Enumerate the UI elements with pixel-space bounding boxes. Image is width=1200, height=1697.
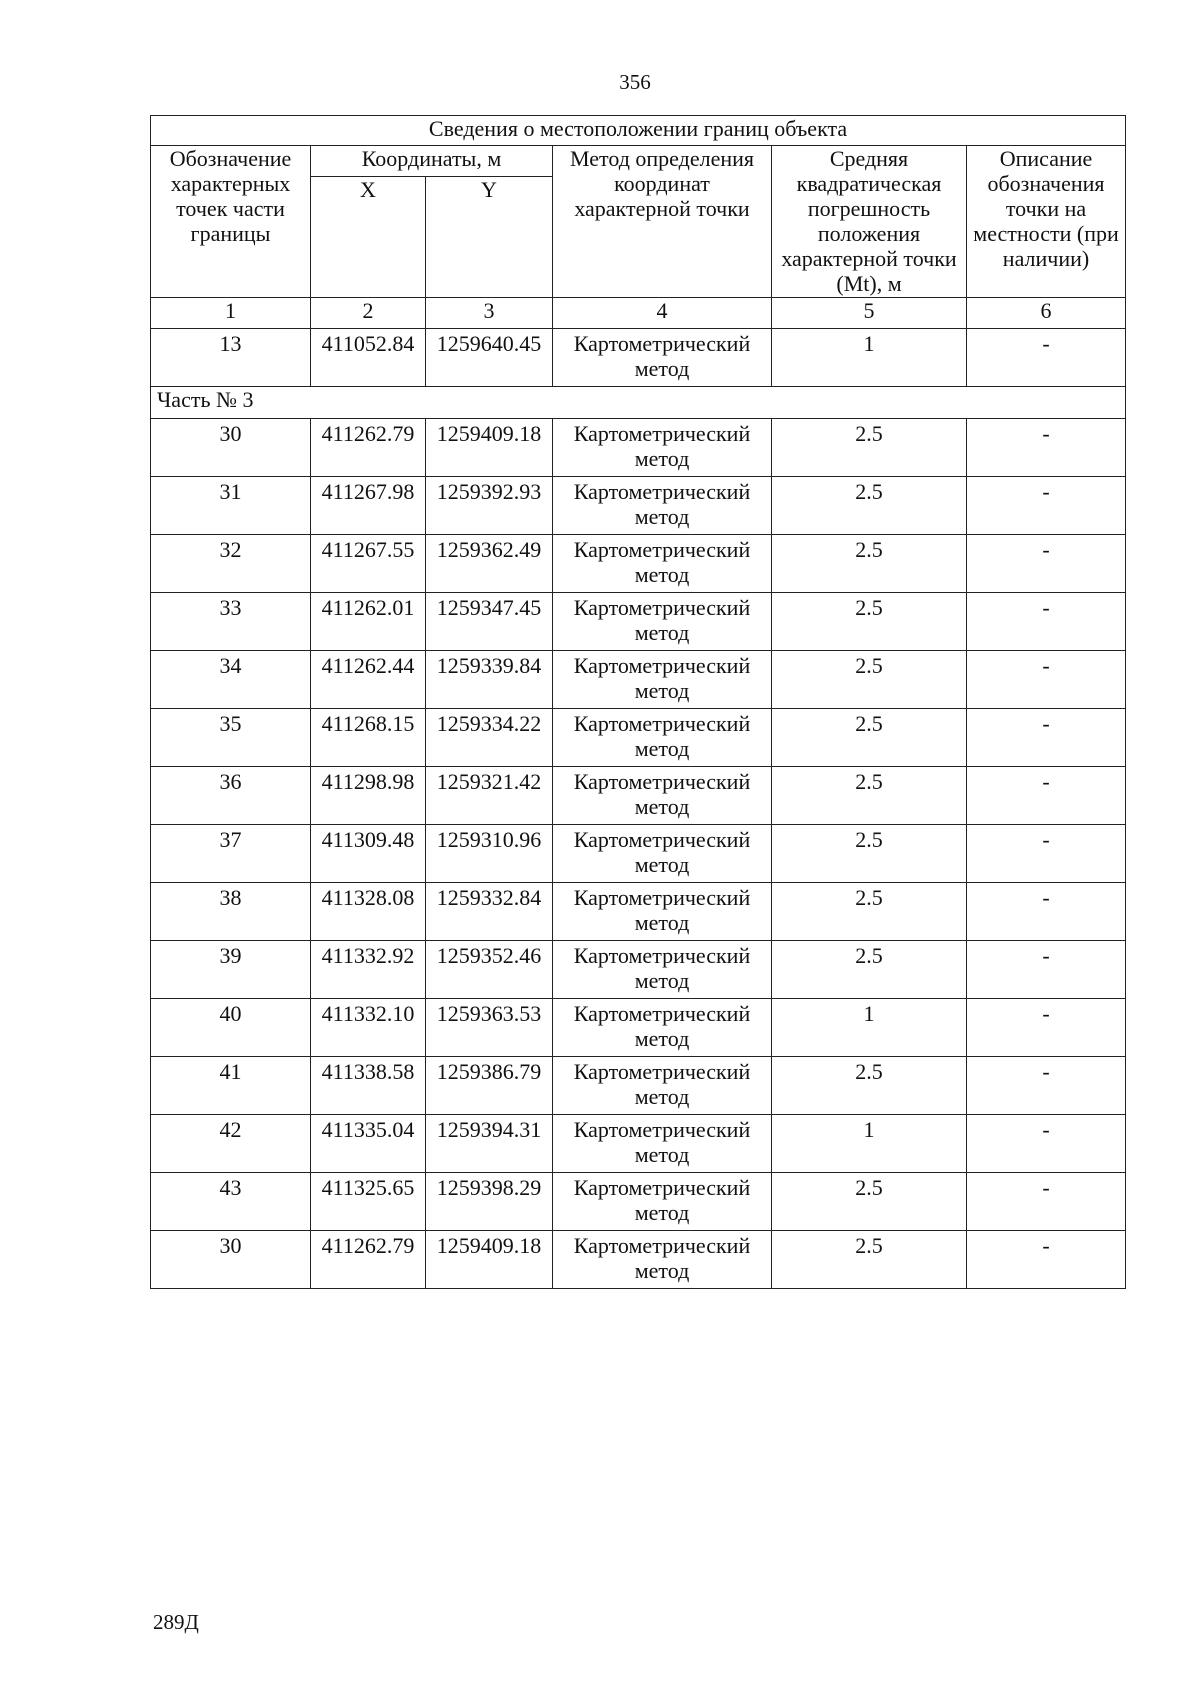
point-cell: 41: [151, 1057, 311, 1115]
column-number: 3: [426, 298, 553, 329]
x-cell: 411052.84: [311, 329, 426, 387]
header-coordinates: Координаты, м: [311, 146, 553, 177]
description-cell: -: [967, 999, 1126, 1057]
point-cell: 32: [151, 535, 311, 593]
x-cell: 411267.98: [311, 477, 426, 535]
column-number: 2: [311, 298, 426, 329]
y-cell: 1259392.93: [426, 477, 553, 535]
table-row: [151, 477, 1126, 535]
page-number: 356: [619, 70, 651, 94]
x-cell: 411262.44: [311, 651, 426, 709]
point-cell: 13: [151, 329, 311, 387]
header-accuracy: Средняя квадратическая погрешность положения характерной точки (Mt), м: [772, 146, 967, 298]
point-cell: 40: [151, 999, 311, 1057]
table-caption: Сведения о местоположении границ объекта: [151, 116, 1126, 146]
point-cell: 31: [151, 477, 311, 535]
method-cell: Картометрический метод: [553, 1231, 772, 1289]
method-cell: Картометрический метод: [553, 1057, 772, 1115]
accuracy-cell: 2.5: [772, 1231, 967, 1289]
description-cell: -: [967, 709, 1126, 767]
x-cell: 411267.55: [311, 535, 426, 593]
table-row: [151, 593, 1126, 651]
y-cell: 1259310.96: [426, 825, 553, 883]
point-cell: 39: [151, 941, 311, 999]
table-caption-row: [151, 116, 1126, 146]
description-cell: -: [967, 1057, 1126, 1115]
method-cell: Картометрический метод: [553, 1115, 772, 1173]
table-row: [151, 651, 1126, 709]
y-cell: 1259332.84: [426, 883, 553, 941]
accuracy-cell: 2.5: [772, 883, 967, 941]
y-cell: 1259640.45: [426, 329, 553, 387]
point-cell: 30: [151, 419, 311, 477]
table-row: [151, 1231, 1126, 1289]
x-cell: 411328.08: [311, 883, 426, 941]
point-cell: 30: [151, 1231, 311, 1289]
accuracy-cell: 2.5: [772, 593, 967, 651]
method-cell: Картометрический метод: [553, 651, 772, 709]
description-cell: -: [967, 1231, 1126, 1289]
method-cell: Картометрический метод: [553, 593, 772, 651]
table-row: [151, 1115, 1126, 1173]
y-cell: 1259339.84: [426, 651, 553, 709]
column-number-row: [151, 298, 1126, 329]
column-number: 1: [151, 298, 311, 329]
table-row: [151, 941, 1126, 999]
x-cell: 411298.98: [311, 767, 426, 825]
accuracy-cell: 2.5: [772, 477, 967, 535]
x-cell: 411262.01: [311, 593, 426, 651]
table-row: [151, 419, 1126, 477]
point-cell: 34: [151, 651, 311, 709]
method-cell: Картометрический метод: [553, 1173, 772, 1231]
table-row: [151, 767, 1126, 825]
accuracy-cell: 2.5: [772, 709, 967, 767]
accuracy-cell: 2.5: [772, 651, 967, 709]
document-code: 289Д: [153, 1610, 199, 1634]
description-cell: -: [967, 477, 1126, 535]
boundary-coordinates-table: [150, 115, 1126, 1289]
x-cell: 411332.92: [311, 941, 426, 999]
description-cell: -: [967, 329, 1126, 387]
point-cell: 35: [151, 709, 311, 767]
y-cell: 1259363.53: [426, 999, 553, 1057]
method-cell: Картометрический метод: [553, 709, 772, 767]
description-cell: -: [967, 825, 1126, 883]
description-cell: -: [967, 419, 1126, 477]
method-cell: Картометрический метод: [553, 825, 772, 883]
description-cell: -: [967, 651, 1126, 709]
description-cell: -: [967, 883, 1126, 941]
accuracy-cell: 2.5: [772, 767, 967, 825]
section-row: [151, 387, 1126, 419]
method-cell: Картометрический метод: [553, 883, 772, 941]
y-cell: 1259347.45: [426, 593, 553, 651]
x-cell: 411262.79: [311, 1231, 426, 1289]
x-cell: 411325.65: [311, 1173, 426, 1231]
accuracy-cell: 2.5: [772, 941, 967, 999]
y-cell: 1259334.22: [426, 709, 553, 767]
y-cell: 1259321.42: [426, 767, 553, 825]
description-cell: -: [967, 1115, 1126, 1173]
header-row-1: [151, 146, 1126, 177]
header-y: Y: [426, 177, 553, 298]
x-cell: 411335.04: [311, 1115, 426, 1173]
description-cell: -: [967, 535, 1126, 593]
description-cell: -: [967, 941, 1126, 999]
description-cell: -: [967, 1173, 1126, 1231]
header-x: X: [311, 177, 426, 298]
table-row: [151, 535, 1126, 593]
accuracy-cell: 2.5: [772, 419, 967, 477]
y-cell: 1259409.18: [426, 1231, 553, 1289]
accuracy-cell: 2.5: [772, 1057, 967, 1115]
table-row: [151, 709, 1126, 767]
x-cell: 411262.79: [311, 419, 426, 477]
point-cell: 38: [151, 883, 311, 941]
table-row: [151, 1173, 1126, 1231]
accuracy-cell: 2.5: [772, 825, 967, 883]
accuracy-cell: 1: [772, 329, 967, 387]
y-cell: 1259398.29: [426, 1173, 553, 1231]
column-number: 4: [553, 298, 772, 329]
x-cell: 411332.10: [311, 999, 426, 1057]
column-number: 6: [967, 298, 1126, 329]
description-cell: -: [967, 593, 1126, 651]
point-cell: 43: [151, 1173, 311, 1231]
table-row: [151, 1057, 1126, 1115]
accuracy-cell: 1: [772, 1115, 967, 1173]
header-designation: Обозначение характерных точек части границы: [151, 146, 311, 298]
x-cell: 411309.48: [311, 825, 426, 883]
method-cell: Картометрический метод: [553, 329, 772, 387]
accuracy-cell: 1: [772, 999, 967, 1057]
point-cell: 42: [151, 1115, 311, 1173]
method-cell: Картометрический метод: [553, 535, 772, 593]
table-row: [151, 329, 1126, 387]
section-label: Часть № 3: [151, 387, 1126, 419]
method-cell: Картометрический метод: [553, 477, 772, 535]
method-cell: Картометрический метод: [553, 419, 772, 477]
header-description: Описание обозначения точки на местности (при наличии): [967, 146, 1126, 298]
y-cell: 1259362.49: [426, 535, 553, 593]
column-number: 5: [772, 298, 967, 329]
point-cell: 33: [151, 593, 311, 651]
method-cell: Картометрический метод: [553, 999, 772, 1057]
x-cell: 411268.15: [311, 709, 426, 767]
accuracy-cell: 2.5: [772, 1173, 967, 1231]
method-cell: Картометрический метод: [553, 767, 772, 825]
accuracy-cell: 2.5: [772, 535, 967, 593]
table-row: [151, 883, 1126, 941]
table-row: [151, 999, 1126, 1057]
point-cell: 37: [151, 825, 311, 883]
y-cell: 1259394.31: [426, 1115, 553, 1173]
table-row: [151, 825, 1126, 883]
description-cell: -: [967, 767, 1126, 825]
y-cell: 1259409.18: [426, 419, 553, 477]
x-cell: 411338.58: [311, 1057, 426, 1115]
method-cell: Картометрический метод: [553, 941, 772, 999]
y-cell: 1259352.46: [426, 941, 553, 999]
point-cell: 36: [151, 767, 311, 825]
y-cell: 1259386.79: [426, 1057, 553, 1115]
header-method: Метод определения координат характерной точки: [553, 146, 772, 298]
